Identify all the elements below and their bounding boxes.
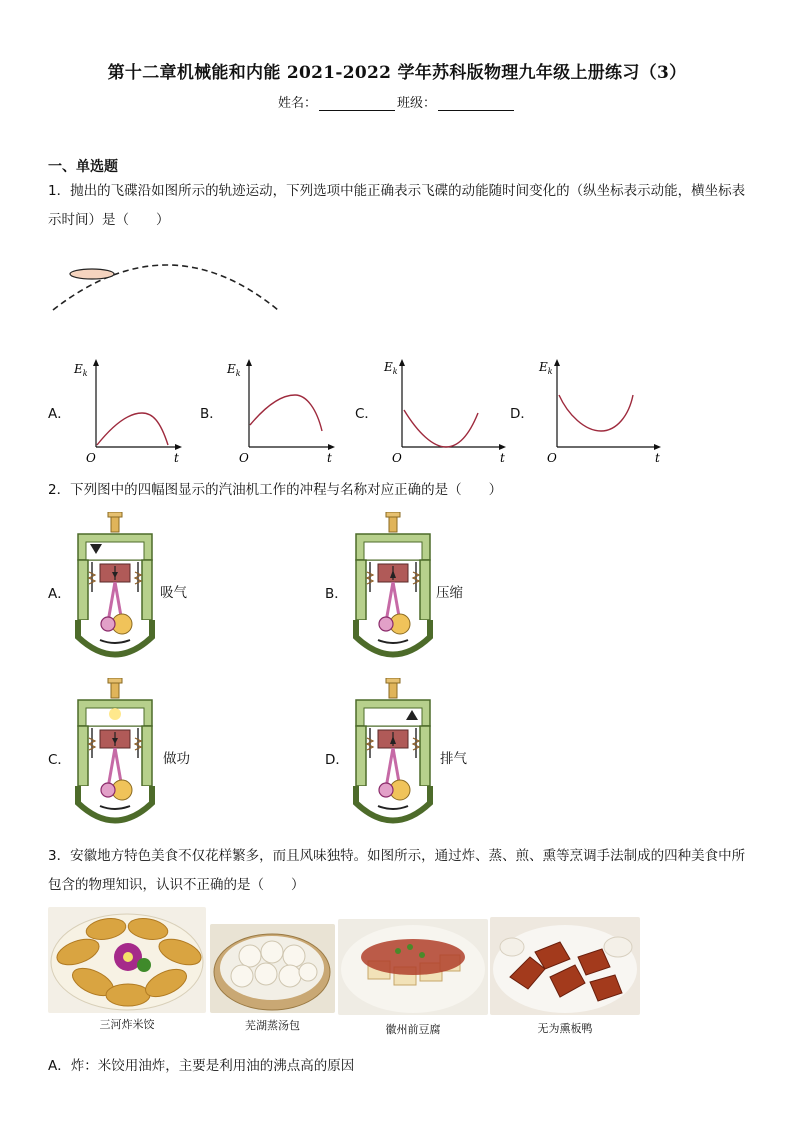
q1-option-a-label[interactable]: A． [48, 406, 71, 422]
name-label: 姓名： [277, 96, 317, 111]
q1-graph-a[interactable] [72, 355, 187, 467]
caption-food-2: 芜湖蒸汤包 [245, 1019, 300, 1032]
origin-label: O [239, 451, 249, 465]
class-blank[interactable] [438, 96, 514, 111]
photo-fried-rice-dumplings [48, 907, 206, 1013]
axis-x-label: t [500, 451, 505, 465]
axis-x-label: t [327, 451, 332, 465]
axis-y-label: $E_k$ [227, 362, 241, 378]
caption-food-4: 无为熏板鸭 [537, 1022, 593, 1035]
q1-graph-d[interactable] [533, 355, 668, 467]
ek-curve [559, 395, 633, 431]
caption-food-3: 徽州前豆腐 [385, 1023, 441, 1036]
q2-option-a-stroke: 吸气 [160, 585, 187, 601]
q1-option-c-label[interactable]: C． [355, 406, 378, 422]
frisbee-trajectory-figure [48, 258, 288, 318]
photo-fried-tofu [338, 919, 488, 1015]
question-2-text: 2．下列图中的四幅图显示的汽油机工作的冲程与名称对应正确的是（ ） [48, 482, 503, 498]
q2-option-d-stroke: 排气 [440, 751, 467, 767]
question-3-text: 3．安徽地方特色美食不仅花样繁多，而且风味独特。如图所示，通过炸、蒸、煎、熏等烹调手法制成的四种美食中所包含的物理知识，认识不正确的是（ ） [48, 848, 746, 893]
axis-x-label: t [655, 451, 660, 465]
q1-graph-c[interactable] [378, 355, 513, 467]
name-blank[interactable] [319, 96, 395, 111]
ek-curve [97, 413, 168, 445]
q1-option-b-label[interactable]: B． [200, 406, 223, 422]
q2-engine-diagram-d[interactable] [348, 678, 438, 828]
origin-label: O [392, 451, 402, 465]
caption-food-1: 三河炸米饺 [99, 1018, 155, 1031]
axis-y-label: $E_k$ [384, 360, 398, 376]
q1-graph-b[interactable] [225, 355, 340, 467]
axis-x-label: t [174, 451, 179, 465]
q2-option-b-stroke: 压缩 [436, 585, 463, 601]
name-class-row [0, 92, 794, 111]
q2-option-c-letter[interactable]: C． [48, 752, 71, 768]
page-title: 第十二章机械能和内能 2021-2022 学年苏科版物理九年级上册练习（3） [107, 63, 687, 83]
q3-option-a[interactable]: A．炸：米饺用油炸，主要是利用油的沸点高的原因 [48, 1058, 355, 1074]
q2-option-b-letter[interactable]: B． [325, 586, 348, 602]
axis-y-label: $E_k$ [74, 362, 88, 378]
q2-option-a-letter[interactable]: A． [48, 586, 71, 602]
q1-option-d-label[interactable]: D． [510, 406, 534, 422]
photo-smoked-duck [490, 917, 640, 1015]
q2-engine-diagram-c[interactable] [70, 678, 160, 828]
q2-option-c-stroke: 做功 [163, 751, 190, 767]
q2-option-d-letter[interactable]: D． [325, 752, 349, 768]
origin-label: O [86, 451, 96, 465]
origin-label: O [547, 451, 557, 465]
question-1-text: 1．抛出的飞碟沿如图所示的轨迹运动，下列选项中能正确表示飞碟的动能随时间变化的（纵坐标表示动能，横坐标表示时间）是（ ） [48, 183, 746, 228]
frisbee-icon [70, 269, 114, 279]
q2-engine-diagram-b[interactable] [348, 512, 438, 662]
class-label: 班级： [397, 96, 437, 111]
axis-y-label: $E_k$ [539, 360, 553, 376]
q2-engine-diagram-a[interactable] [70, 512, 160, 662]
ek-curve [404, 410, 478, 447]
section-heading: 一、单选题 [48, 159, 118, 175]
ek-curve [250, 395, 322, 431]
photo-steamed-soup-buns [210, 924, 335, 1013]
